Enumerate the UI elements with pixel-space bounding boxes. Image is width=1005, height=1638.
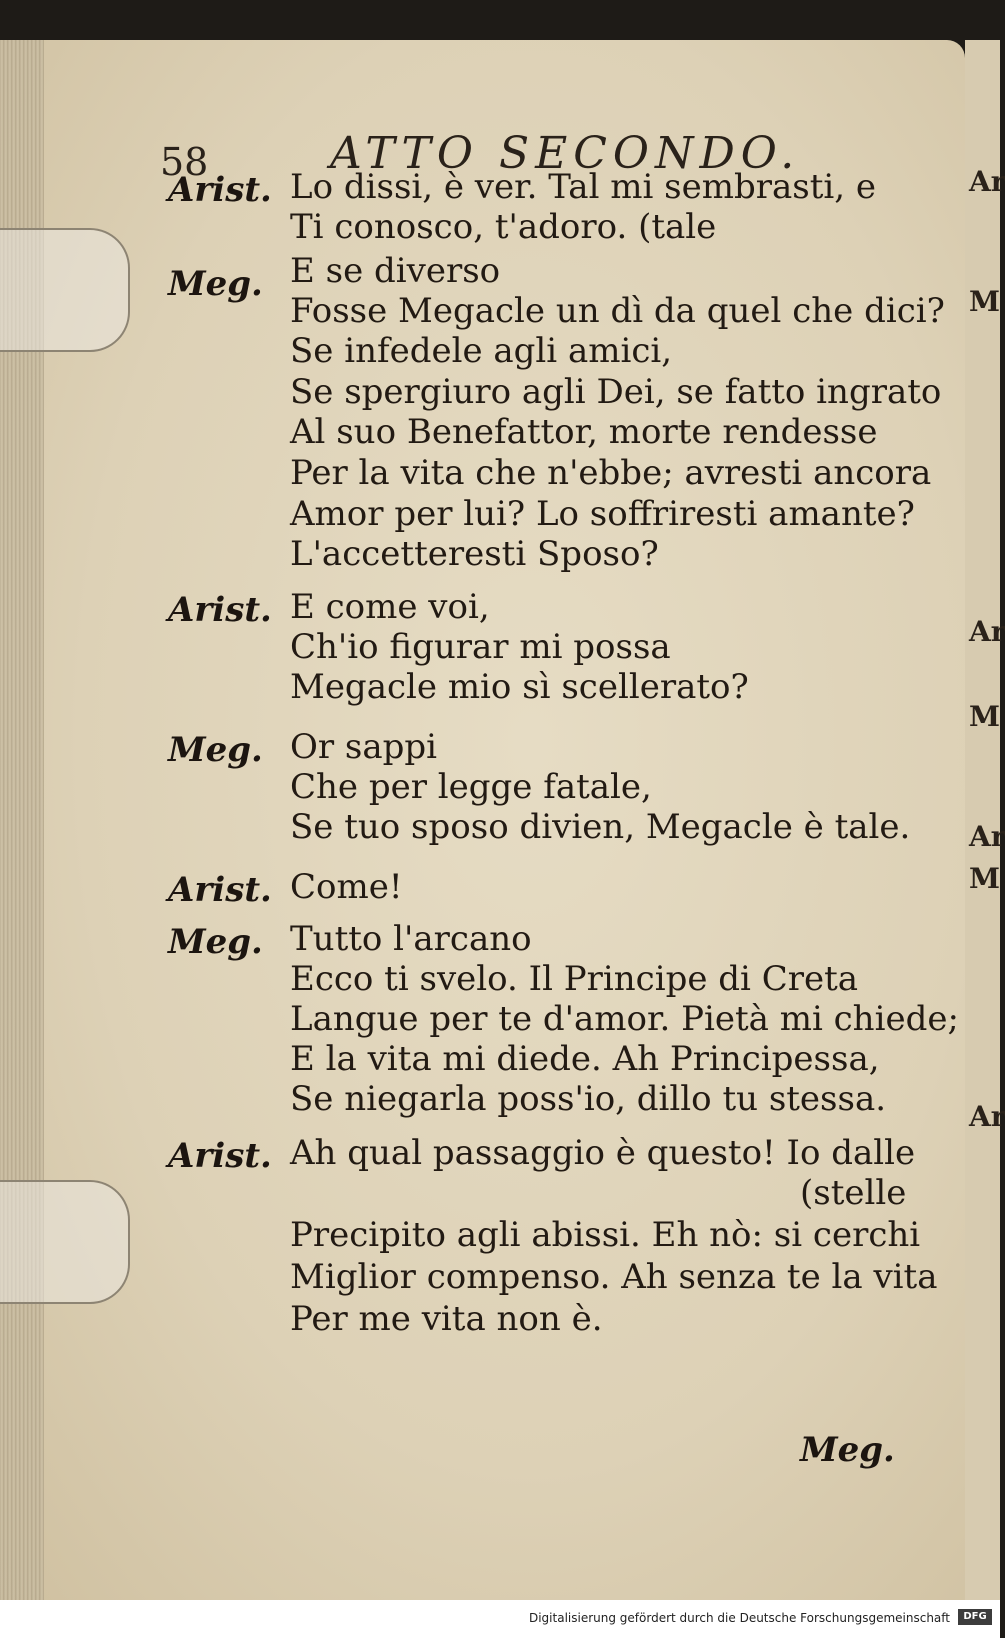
verse-line: Ti conosco, t'adoro. (tale [290,207,717,247]
verse-line: Lo dissi, è ver. Tal mi sembrasti, e [290,167,877,207]
verse-line: Fosse Megacle un dì da quel che dici? [290,291,945,331]
verse-line: Or sappi [290,727,438,767]
next-page-fragment: Ar [969,1100,1005,1133]
running-head: ATTO SECONDO. [330,128,801,179]
verse-line: Langue per te d'amor. Pietà mi chiede; [290,999,959,1039]
verse-line: Ch'io figurar mi possa [290,627,671,667]
verse-line: Ah qual passaggio è questo! Io dalle [290,1133,916,1173]
verse-line: E come voi, [290,587,490,627]
dfg-logo: DFG [958,1609,992,1625]
verse-line: Miglior compenso. Ah senza te la vita [290,1257,938,1297]
page-number: 58 [160,140,209,184]
book-clamp-top [0,228,130,352]
footer-credit: Digitalisierung gefördert durch die Deutsche Forschungsgemeinschaft [528,1611,950,1625]
book-page [0,40,965,1600]
next-page-fragment: M [969,700,1000,733]
verse-line: Ecco ti svelo. Il Principe di Creta [290,959,859,999]
verse-line: Precipito agli abissi. Eh nò: si cerchi [290,1215,921,1255]
speaker-name: Arist. [168,870,272,910]
verse-line: Se tuo sposo divien, Megacle è tale. [290,807,911,847]
next-page-fragment: Ar [969,165,1005,198]
verse-line: Come! [290,867,403,907]
verse-line: Per me vita non è. [290,1299,603,1339]
verse-line: Se niegarla poss'io, dillo tu stessa. [290,1079,887,1119]
verse-line: Amor per lui? Lo soffriresti amante? [290,494,915,534]
footer-bar [0,1600,1000,1638]
speaker-name: Arist. [168,590,272,630]
speaker-name: Arist. [168,1136,272,1176]
next-page-fragment: Ar [969,615,1005,648]
verse-line: Che per legge fatale, [290,767,652,807]
verse-line: E la vita mi diede. Ah Principessa, [290,1039,880,1079]
verse-line-turnover: (stelle [800,1173,907,1213]
next-page-edge [965,40,1005,1600]
next-page-fragment: M [969,285,1000,318]
verse-line: L'accetteresti Sposo? [290,534,659,574]
verse-line: Se spergiuro agli Dei, se fatto ingrato [290,372,942,412]
verse-line: Per la vita che n'ebbe; avresti ancora [290,453,932,493]
catchword: Meg. [800,1430,895,1470]
verse-line: Al suo Benefattor, morte rendesse [290,412,878,452]
verse-line: Megacle mio sì scellerato? [290,667,749,707]
verse-line: Se infedele agli amici, [290,331,673,371]
book-clamp-bottom [0,1180,130,1304]
next-page-fragment: M [969,862,1000,895]
next-page-fragment: Ar [969,820,1005,853]
speaker-name: Meg. [168,264,263,304]
speaker-name: Meg. [168,730,263,770]
verse-line: E se diverso [290,251,501,291]
speaker-name: Meg. [168,922,263,962]
verse-line: Tutto l'arcano [290,919,532,959]
speaker-name: Arist. [168,170,272,210]
